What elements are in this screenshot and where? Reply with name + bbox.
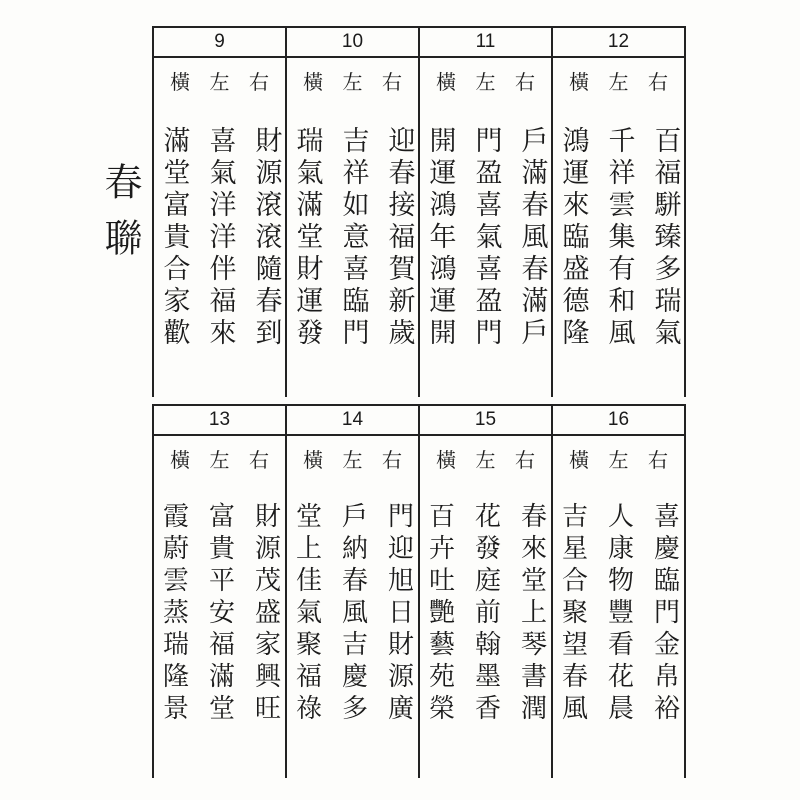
panel-number: 15	[420, 406, 551, 436]
couplet-columns	[287, 126, 418, 350]
label-horizontal: 橫	[303, 70, 323, 94]
left-couplet: 花發庭前翰墨香	[470, 502, 501, 726]
horizontal-scroll: 鴻運來臨盛德隆	[557, 126, 589, 350]
label-left: 左	[608, 448, 629, 472]
couplet-columns	[420, 502, 551, 726]
left-couplet: 戶納春風吉慶多	[337, 502, 368, 726]
left-couplet: 千祥雲集有和風	[603, 126, 635, 350]
label-horizontal: 橫	[170, 70, 190, 94]
label-right: 右	[648, 448, 668, 472]
panel-labels	[553, 436, 684, 473]
label-right: 右	[249, 448, 269, 472]
couplet-panel-16	[553, 404, 686, 778]
panel-labels	[287, 58, 418, 95]
label-left: 左	[209, 448, 230, 472]
label-left: 左	[608, 70, 629, 94]
left-couplet: 富貴平安福滿堂	[204, 502, 235, 726]
label-horizontal: 橫	[170, 448, 190, 472]
couplet-columns	[420, 126, 551, 350]
couplet-panel-12	[553, 26, 686, 397]
panel-number: 13	[154, 406, 285, 436]
right-couplet: 財源茂盛家興旺	[250, 502, 281, 726]
left-couplet: 門盈喜氣喜盈門	[470, 126, 502, 350]
horizontal-scroll: 霞蔚雲蒸瑞隆景	[158, 502, 189, 726]
label-left: 左	[209, 70, 230, 94]
horizontal-scroll: 開運鴻年鴻運開	[424, 126, 456, 350]
panel-number: 16	[553, 406, 684, 436]
horizontal-scroll: 堂上佳氣聚福祿	[291, 502, 322, 726]
right-couplet: 春來堂上琴書潤	[516, 502, 547, 726]
right-couplet: 戶滿春風春滿戶	[516, 126, 548, 350]
panel-number: 12	[553, 28, 684, 58]
right-couplet: 迎春接福賀新歲	[383, 126, 415, 350]
panel-row-top	[152, 26, 686, 397]
panel-labels	[420, 436, 551, 473]
right-couplet: 喜慶臨門金帛裕	[649, 502, 680, 726]
horizontal-scroll: 吉星合聚望春風	[557, 502, 588, 726]
panel-number: 9	[154, 28, 285, 58]
left-couplet: 喜氣洋洋伴福來	[204, 126, 236, 350]
couplet-columns	[154, 502, 285, 726]
couplet-columns	[553, 126, 684, 350]
couplet-panel-14	[287, 404, 420, 778]
left-couplet: 吉祥如意喜臨門	[337, 126, 369, 350]
label-right: 右	[515, 448, 535, 472]
couplet-columns	[287, 502, 418, 726]
couplet-panel-13	[152, 404, 287, 778]
couplet-panel-9	[152, 26, 287, 397]
label-left: 左	[475, 70, 496, 94]
right-couplet: 門迎旭日財源廣	[383, 502, 414, 726]
panel-labels	[154, 436, 285, 473]
label-right: 右	[382, 70, 402, 94]
panel-labels	[553, 58, 684, 95]
page-title: 春聯	[98, 162, 142, 274]
label-right: 右	[249, 70, 269, 94]
horizontal-scroll: 瑞氣滿堂財運發	[291, 126, 323, 350]
right-couplet: 財源滾滾隨春到	[250, 126, 282, 350]
panel-number: 11	[420, 28, 551, 58]
horizontal-scroll: 百卉吐艷藝苑榮	[424, 502, 455, 726]
label-horizontal: 橫	[569, 448, 589, 472]
couplet-panel-15	[420, 404, 553, 778]
panel-number: 10	[287, 28, 418, 58]
label-horizontal: 橫	[569, 70, 589, 94]
label-horizontal: 橫	[436, 448, 456, 472]
right-couplet: 百福駢臻多瑞氣	[649, 126, 681, 350]
label-horizontal: 橫	[436, 70, 456, 94]
label-left: 左	[342, 70, 363, 94]
panel-row-bottom	[152, 404, 686, 778]
couplet-columns	[553, 502, 684, 726]
label-horizontal: 橫	[303, 448, 323, 472]
panel-labels	[154, 58, 285, 95]
panel-labels	[420, 58, 551, 95]
label-right: 右	[648, 70, 668, 94]
couplet-panel-10	[287, 26, 420, 397]
label-right: 右	[382, 448, 402, 472]
left-couplet: 人康物豐看花晨	[603, 502, 634, 726]
couplet-panel-11	[420, 26, 553, 397]
horizontal-scroll: 滿堂富貴合家歡	[158, 126, 190, 350]
panel-labels	[287, 436, 418, 473]
couplet-columns	[154, 126, 285, 350]
label-left: 左	[342, 448, 363, 472]
label-left: 左	[475, 448, 496, 472]
panel-number: 14	[287, 406, 418, 436]
label-right: 右	[515, 70, 535, 94]
